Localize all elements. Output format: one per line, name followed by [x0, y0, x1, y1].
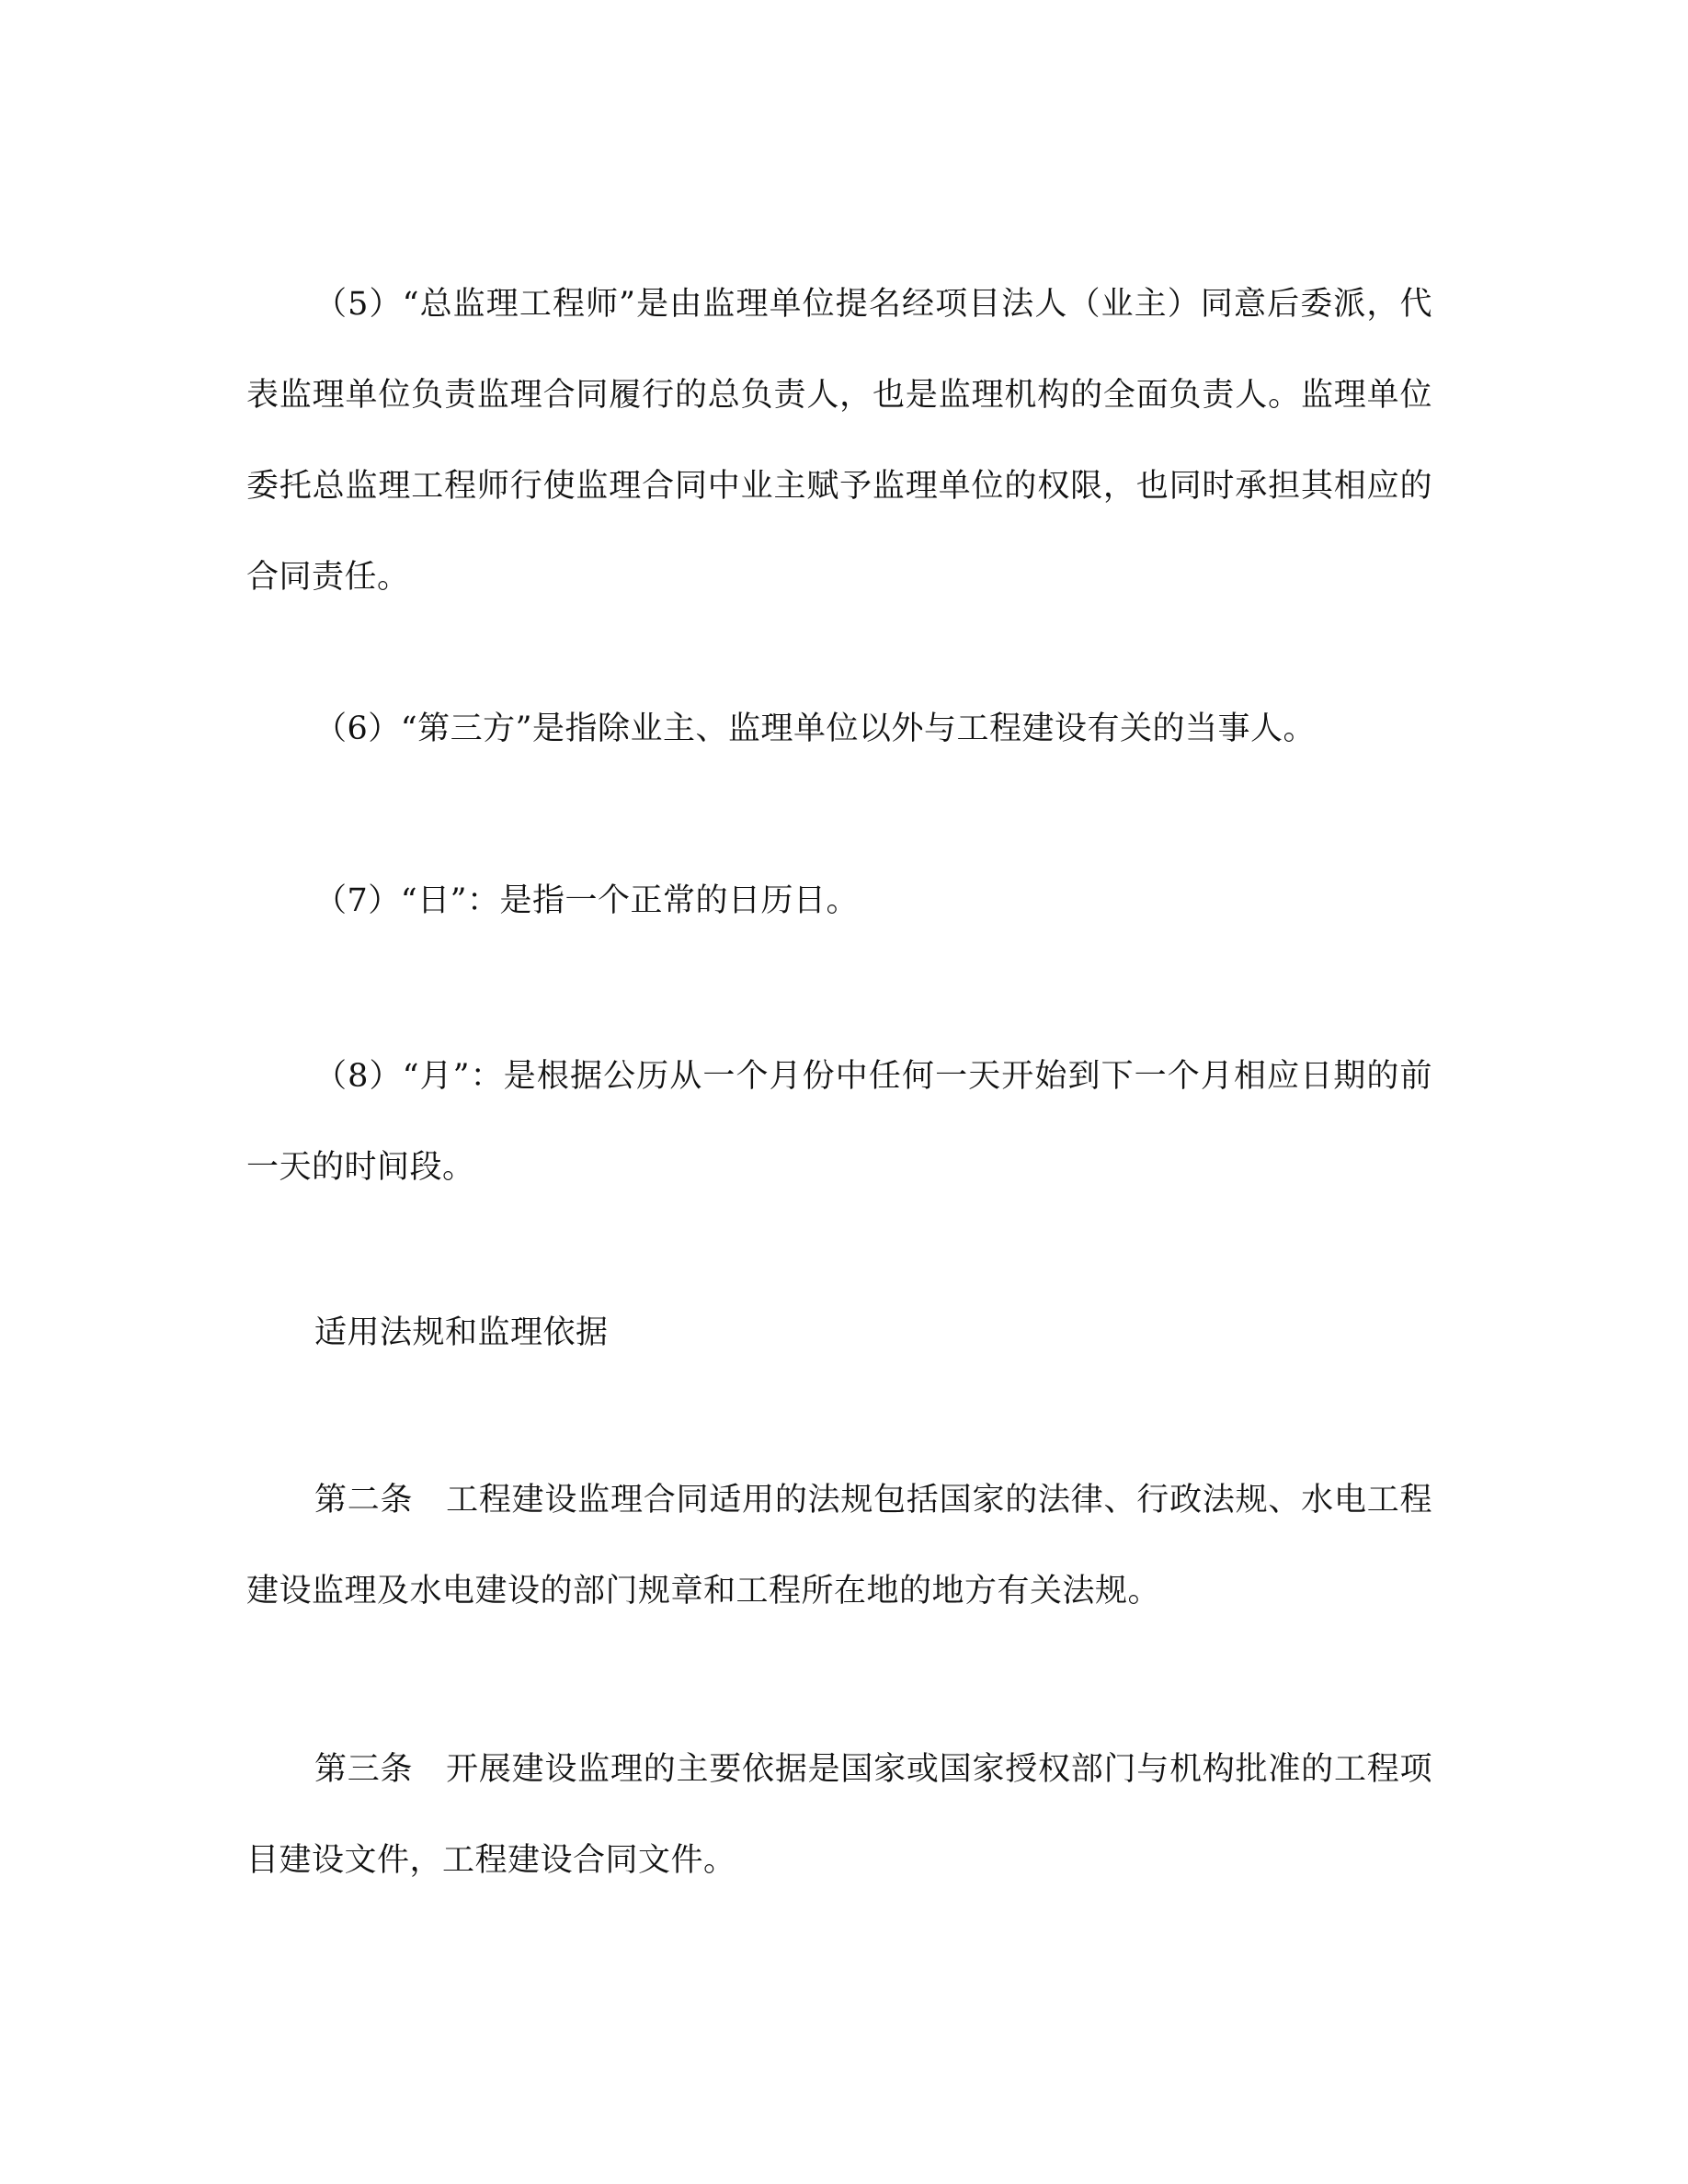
section-heading: 适用法规和监理依据 — [314, 1314, 609, 1351]
article-2-paragraph: 第二条 工程建设监理合同适用的法规包括国家的法律、行政法规、水电工程建设监理及水电建设的部门规章和工程所在地的地方有关法规。 — [246, 1482, 1432, 1610]
definition-paragraph-5: （5）“总监理工程师”是由监理单位提名经项目法人（业主）同意后委派，代表监理单位负责监理合同履行的总负责人，也是监理机构的全面负责人。监理单位委托总监理工程师行使监理合同中业主赋予监理单位的权限，也同时承担其相应的合同责任。 — [246, 286, 1432, 596]
definition-paragraph-8: （8）“月”：是根据公历从一个月份中任何一天开始到下一个月相应日期的前一天的时间段。 — [246, 1058, 1432, 1186]
article-3-paragraph: 第三条 开展建设监理的主要依据是国家或国家授权部门与机构批准的工程项目建设文件，工程建设合同文件。 — [246, 1751, 1432, 1879]
definition-paragraph-7: （7）“日”：是指一个正常的日历日。 — [314, 882, 860, 919]
definition-paragraph-6: （6）“第三方”是指除业主、监理单位以外与工程建设有关的当事人。 — [314, 711, 1317, 747]
